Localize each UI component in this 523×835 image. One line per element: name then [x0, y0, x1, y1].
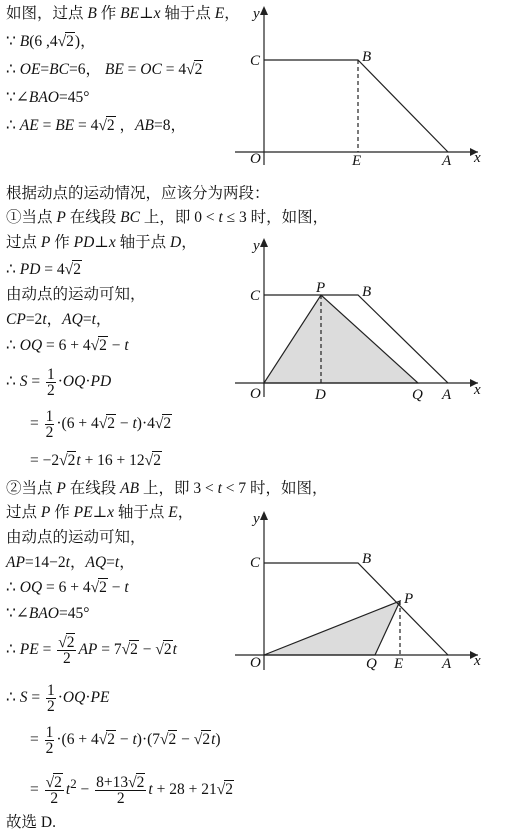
label-a: A — [442, 656, 452, 672]
label-c: C — [250, 53, 261, 69]
text-line: ∴ OE=BC=6， BE = OC = 4√2 — [6, 61, 203, 78]
text-line: ∴ OQ = 6 + 4√2 − t — [6, 337, 129, 354]
label-c: C — [250, 555, 261, 571]
text-line: ②当点 P 在线段 AB 上，即 3 < t < 7 时，如图， — [6, 480, 328, 497]
fraction: $\frac{8+13√2}{2}$ — [96, 774, 145, 808]
text-line: ∵ B(6 ,4√2)， — [6, 33, 96, 50]
formula-line: ∴ S = $\frac{1}{2}$ ·OQ·PE — [6, 681, 110, 715]
text-line: 由动点的运动可知， — [6, 529, 146, 546]
label-b: B — [362, 551, 372, 567]
text-line: 过点 P 作 PE⊥x 轴于点 E， — [6, 504, 194, 521]
answer-line: 故选 D. — [6, 814, 56, 831]
label-p: P — [316, 280, 326, 296]
label-o: O — [250, 151, 261, 167]
fraction: $\frac{√2}{2}$ — [58, 633, 75, 667]
label-d: D — [315, 387, 326, 403]
formula-line: = $\frac{1}{2}$ ·(6 + 4√2 − t)·4√2 — [30, 407, 172, 441]
text-line: 由动点的运动可知， — [6, 286, 146, 303]
text-line: ∵∠BAO=45° — [6, 605, 90, 622]
text-line: ∴ OQ = 6 + 4√2 − t — [6, 579, 129, 596]
label-o: O — [250, 386, 261, 402]
label-a: A — [442, 387, 452, 403]
text-line: CP=2t，AQ=t， — [6, 311, 112, 328]
label-a: A — [442, 153, 452, 169]
text-line: 如图，过点 B 作 BE⊥x 轴于点 E， — [6, 5, 240, 22]
label-b: B — [362, 284, 372, 300]
text-line: ∴ PD = 4√2 — [6, 261, 81, 278]
label-y: y — [253, 238, 260, 254]
label-q: Q — [412, 387, 423, 403]
label-x: x — [474, 382, 481, 398]
text-line: ∵∠BAO=45° — [6, 89, 90, 106]
text-line: ①当点 P 在线段 BC 上，即 0 < t ≤ 3 时，如图， — [6, 209, 329, 226]
label-e: E — [352, 153, 362, 169]
text-line: 根据动点的运动情况，应该分为两段： — [6, 185, 270, 202]
formula-line: = $\frac{1}{2}$ ·(6 + 4√2 − t)·(7√2 − √2t) — [30, 723, 221, 757]
text-line: ∴ AE = BE = 4√2 ，AB=8， — [6, 117, 186, 134]
fraction: $\frac{√2}{2}$ — [45, 774, 62, 808]
fraction: $\frac{1}{2}$ — [45, 723, 54, 757]
label-q: Q — [366, 656, 377, 672]
label-y: y — [253, 511, 260, 527]
label-y: y — [253, 6, 260, 22]
formula-line: = $\frac{√2}{2}$ $t^2$ − $\frac{8+13√2}{2}$ t + 28 + 21√2 — [30, 774, 233, 808]
diagram-3 — [230, 505, 520, 675]
formula-line: ∴ S = $\frac{1}{2}$ ·OQ·PD — [6, 365, 112, 399]
label-p: P — [404, 591, 414, 607]
label-x: x — [474, 150, 481, 166]
text-line: 过点 P 作 PD⊥x 轴于点 D， — [6, 234, 197, 251]
formula-line: = −2√2t + 16 + 12√2 — [30, 452, 161, 469]
label-c: C — [250, 288, 261, 304]
label-e: E — [394, 656, 404, 672]
fraction: $\frac{1}{2}$ — [47, 681, 55, 715]
text-line: AP=14−2t，AQ=t， — [6, 554, 135, 571]
label-b: B — [362, 49, 372, 65]
label-x: x — [474, 653, 481, 669]
diagram-2 — [230, 232, 520, 407]
fraction: $\frac{1}{2}$ — [47, 365, 55, 399]
formula-line: ∴ PE = $\frac{√2}{2}$ AP = 7√2 − √2t — [6, 633, 177, 667]
label-o: O — [250, 655, 261, 671]
diagram-1 — [230, 0, 520, 170]
fraction: $\frac{1}{2}$ — [45, 407, 54, 441]
